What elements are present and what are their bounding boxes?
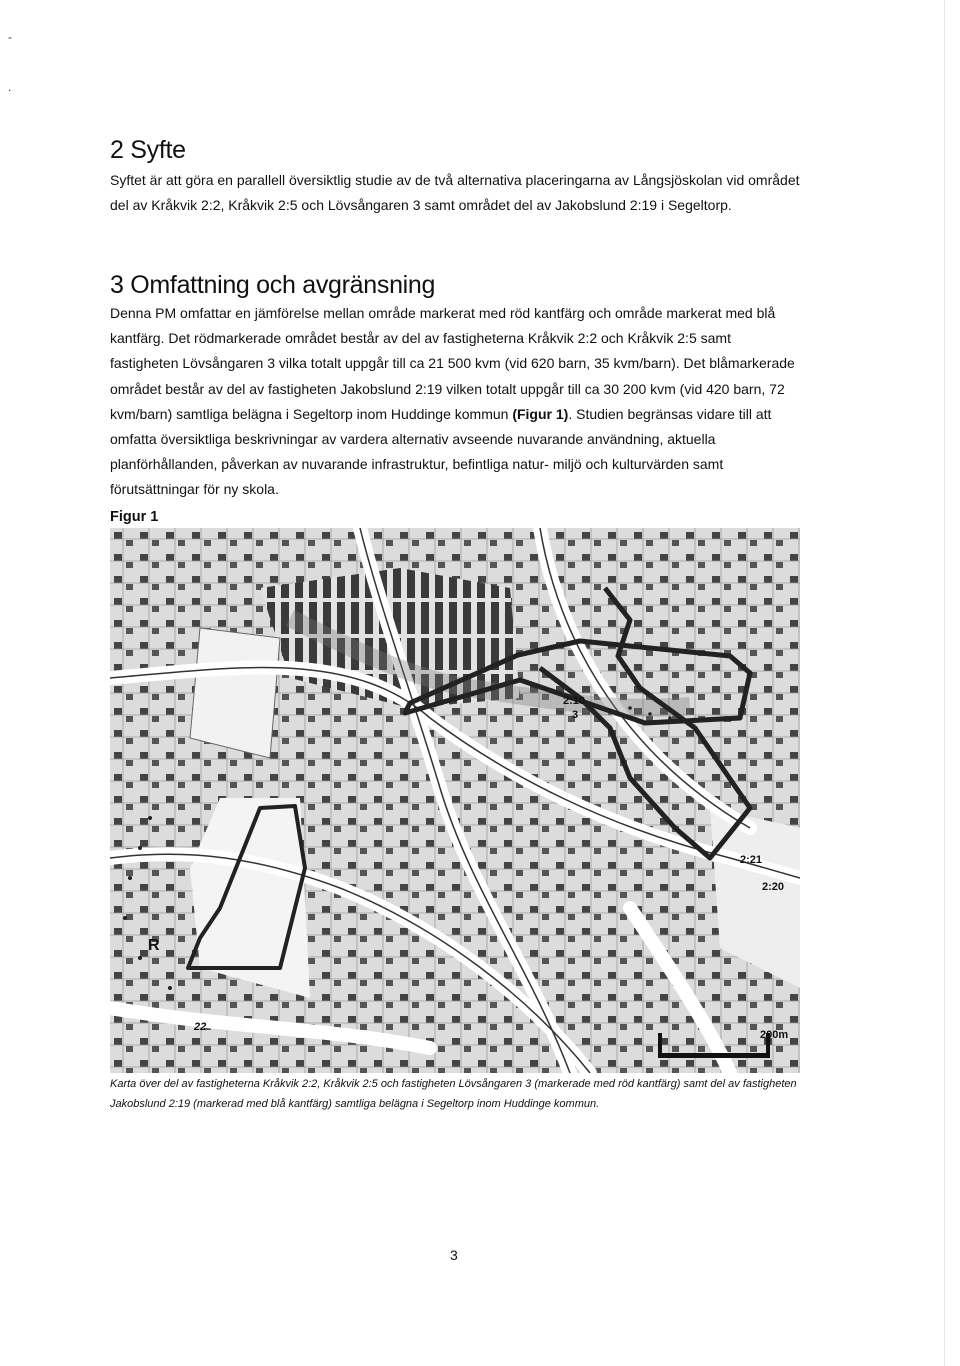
map-label: 22 xyxy=(194,1021,207,1033)
map-label: 2:20 xyxy=(762,881,785,893)
section-heading-omfattning: 3 Omfattning och avgränsning xyxy=(110,271,436,299)
map-label: R xyxy=(148,937,160,954)
stray-mark: . xyxy=(8,80,12,94)
section-heading-syfte: 2 Syfte xyxy=(110,136,186,164)
map-label: 2:21 xyxy=(740,854,763,866)
figure-reference: (Figur 1) xyxy=(512,405,569,422)
map-scale-label: 200m xyxy=(760,1029,789,1041)
page-number: 3 xyxy=(450,1247,458,1263)
stray-mark: - xyxy=(8,30,12,44)
scale-bar xyxy=(658,1053,770,1058)
figure-caption: Karta över del av fastigheterna Kråkvik 2:2, Kråkvik 2:5 och fastigheten Lövsångaren 3 (markerade med röd kantfärg) samt del av fastigheten Jakobslund 2:19 (markerad med blå kantfärg) samtliga belägna i Segeltorp inom Huddinge kommun. xyxy=(110,1078,797,1110)
map-label: 3 xyxy=(572,709,579,721)
scan-edge xyxy=(944,0,945,1366)
map-label: 2:10 xyxy=(563,695,586,707)
section-paragraph-syfte: Syftet är att göra en parallell översiktlig studie av de två alternativa placeringarna av Långsjöskolan vid området del av Kråkvik 2:2, Kråkvik 2:5 och Lövsångaren 3 samt området del av Jakobslund 2:19 i Segeltorp. xyxy=(110,172,800,214)
section-paragraph-omfattning xyxy=(110,301,800,503)
figure-label: Figur 1 xyxy=(110,509,159,525)
paragraph-text: Denna PM omfattar en jämförelse mellan område markerat med röd kantfärg och område markerat med blå kantfärg. Det rödmarkerade området består av del av fastigheterna Kråkvik 2:2 och Kråkvik 2:5 samt fastigheten Lövsångaren 3 vilka totalt uppgår till ca 21 500 kvm (vid 620 barn, 35 kvm/barn). Det blåmarkerade området består av del av fastigheten Jakobslund 2:19 vilken totalt uppgår till ca 30 200 kvm (vid 420 barn, 72 kvm/barn) samtliga belägna i Segeltorp inom Huddinge kommun xyxy=(110,305,795,422)
paragraph-text: . Studien begränsas vidare till att omfatta översiktliga beskrivningar av vardera alternativ avseende nuvarande användning, aktuella planförhållanden, påverkan av nuvarande infrastruktur, befintliga natur- miljö och kulturvärden samt förutsättningar för ny skola. xyxy=(110,405,772,498)
map-figure xyxy=(110,528,800,1073)
map-image xyxy=(110,528,800,1073)
